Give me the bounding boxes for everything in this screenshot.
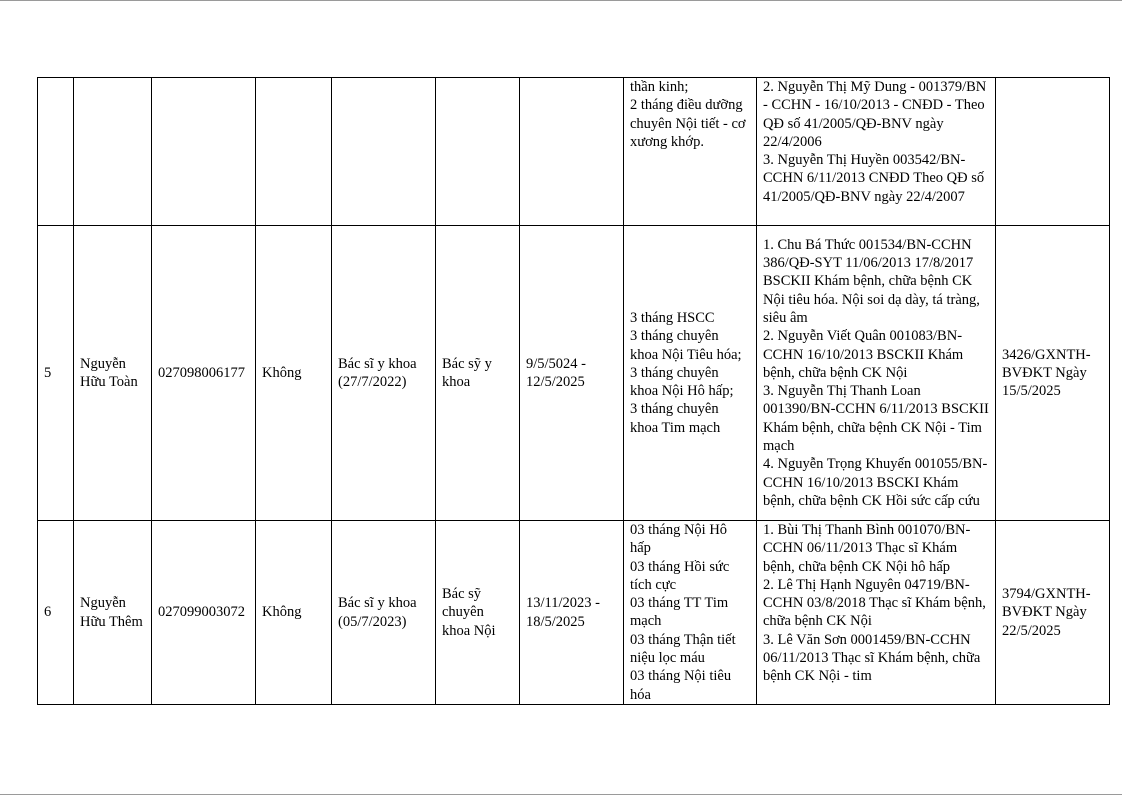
name-cell: Nguyễn Hữu Thêm [74, 521, 152, 705]
table-row [38, 521, 1110, 705]
page-top-border [0, 0, 1122, 1]
col4-cell [256, 78, 332, 226]
title-cell: Bác sỹ y khoa [436, 226, 520, 521]
stt-cell: 5 [38, 226, 74, 521]
content-cell: 3 tháng HSCC 3 tháng chuyên khoa Nội Tiêu hóa; 3 tháng chuyên khoa Nội Hô hấp; 3 tháng chuyên khoa Tim mạch [624, 226, 757, 521]
degree-cell: Bác sĩ y khoa (27/7/2022) [332, 226, 436, 521]
certificate-cell [996, 78, 1110, 226]
name-cell [74, 78, 152, 226]
instructors-cell: 1. Chu Bá Thức 001534/BN-CCHN 386/QĐ-SYT 11/06/2013 17/8/2017 BSCKII Khám bệnh, chữa bệnh CK Nội tiêu hóa. Nội soi dạ dày, tá tràng, siêu âm 2. Nguyễn Viết Quân 001083/BN-CCHN 16/10/2013 BSCKII Khám bệnh, chữa bệnh CK Nội 3. Nguyễn Thị Thanh Loan 001390/BN-CCHN 6/11/2013 BSCKII Khám bệnh, chữa bệnh CK Nội - Tim mạch 4. Nguyễn Trọng Khuyến 001055/BN-CCHN 16/10/2013 BSCKI Khám bệnh, chữa bệnh CK Hồi sức cấp cứu [757, 226, 996, 521]
page-bottom-border [0, 794, 1122, 795]
period-cell [520, 78, 624, 226]
certificate-cell: 3794/GXNTH-BVĐKT Ngày 22/5/2025 [996, 521, 1110, 705]
table-row [38, 78, 1110, 226]
content-cell: thần kinh; 2 tháng điều dưỡng chuyên Nội tiết - cơ xương khớp. [624, 78, 757, 226]
certificate-cell: 3426/GXNTH-BVĐKT Ngày 15/5/2025 [996, 226, 1110, 521]
stt-cell [38, 78, 74, 226]
stt-cell: 6 [38, 521, 74, 705]
table-row [38, 226, 1110, 521]
content-cell: 03 tháng Nội Hô hấp 03 tháng Hồi sức tích cực 03 tháng TT Tim mạch 03 tháng Thận tiết niệu lọc máu 03 tháng Nội tiêu hóa [624, 521, 757, 705]
id-cell: 027098006177 [152, 226, 256, 521]
period-cell: 13/11/2023 - 18/5/2025 [520, 521, 624, 705]
id-cell [152, 78, 256, 226]
period-cell: 9/5/5024 - 12/5/2025 [520, 226, 624, 521]
col4-cell: Không [256, 521, 332, 705]
instructors-cell: 2. Nguyễn Thị Mỹ Dung - 001379/BN - CCHN - 16/10/2013 - CNĐD - Theo QĐ số 41/2005/QĐ-BNV ngày 22/4/2006 3. Nguyễn Thị Huyền 003542/BN-CCHN 6/11/2013 CNĐD Theo QĐ số 41/2005/QĐ-BNV ngày 22/4/2007 [757, 78, 996, 226]
instructors-cell: 1. Bùi Thị Thanh Bình 001070/BN-CCHN 06/11/2013 Thạc sĩ Khám bệnh, chữa bệnh CK Nội hô hấp 2. Lê Thị Hạnh Nguyên 04719/BN-CCHN 03/8/2018 Thạc sĩ Khám bệnh, chữa bệnh CK Nội 3. Lê Văn Sơn 0001459/BN-CCHN 06/11/2013 Thạc sĩ Khám bệnh, chữa bệnh CK Nội - tim [757, 521, 996, 705]
training-table [37, 77, 1110, 705]
col4-cell: Không [256, 226, 332, 521]
title-cell: Bác sỹ chuyên khoa Nội [436, 521, 520, 705]
name-cell: Nguyễn Hữu Toàn [74, 226, 152, 521]
degree-cell: Bác sĩ y khoa (05/7/2023) [332, 521, 436, 705]
title-cell [436, 78, 520, 226]
id-cell: 027099003072 [152, 521, 256, 705]
degree-cell [332, 78, 436, 226]
